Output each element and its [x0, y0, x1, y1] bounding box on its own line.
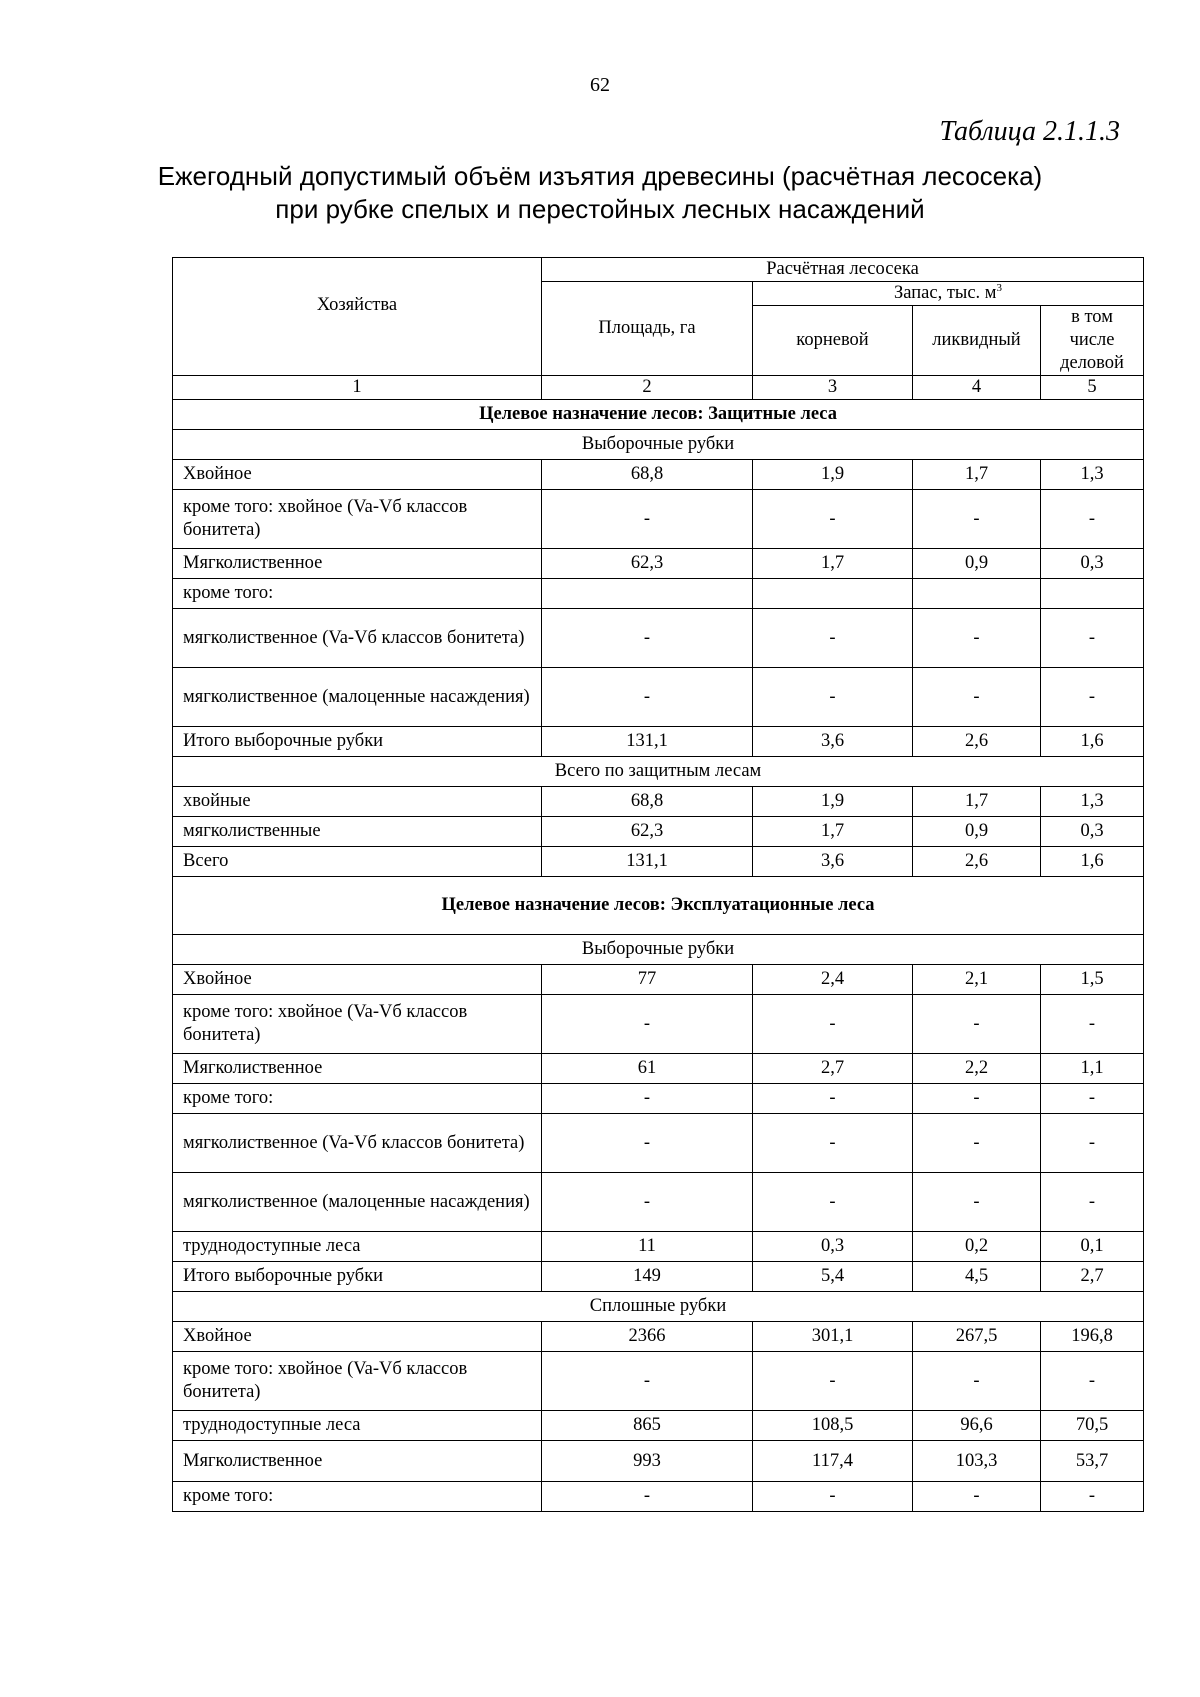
header-business-1: в том: [1071, 307, 1113, 327]
table-row: [173, 1352, 1144, 1411]
row-value: 4,5: [913, 1262, 1041, 1292]
row-value: 68,8: [542, 460, 753, 490]
row-value: [913, 579, 1041, 609]
row-value: 0,3: [753, 1232, 913, 1262]
row-value: -: [913, 668, 1041, 727]
row-value: 11: [542, 1232, 753, 1262]
row-value: 62,3: [542, 549, 753, 579]
row-value: 1,5: [1041, 965, 1144, 995]
table-row: [173, 609, 1144, 668]
col-number-2: 2: [542, 376, 753, 400]
table-row: [173, 847, 1144, 877]
row-value: 1,3: [1041, 460, 1144, 490]
row-label: мягколиственное (малоценные насаждения): [173, 1173, 542, 1232]
row-value: -: [753, 609, 913, 668]
row-label: труднодоступные леса: [173, 1411, 542, 1441]
row-value: 2,4: [753, 965, 913, 995]
row-value: 1,1: [1041, 1054, 1144, 1084]
row-value: [753, 579, 913, 609]
row-value: -: [913, 1084, 1041, 1114]
row-label: кроме того: хвойное (Va-Vб классов бонитета): [173, 995, 542, 1054]
row-value: -: [913, 995, 1041, 1054]
row-value: 1,3: [1041, 787, 1144, 817]
row-label: мягколиственное (Va-Vб классов бонитета): [173, 1114, 542, 1173]
row-label: Мягколиственное: [173, 549, 542, 579]
page-number: 62: [590, 74, 610, 96]
table-row: [173, 727, 1144, 757]
row-value: 3,6: [753, 727, 913, 757]
row-value: 2,6: [913, 847, 1041, 877]
table-row: [173, 1173, 1144, 1232]
row-value: 2,6: [913, 727, 1041, 757]
section-title: Целевое назначение лесов: Защитные леса: [173, 400, 1144, 430]
row-label: Мягколиственное: [173, 1054, 542, 1084]
table-row: [173, 1084, 1144, 1114]
row-value: -: [753, 1114, 913, 1173]
row-value: -: [1041, 1482, 1144, 1512]
group-title: Выборочные рубки: [173, 935, 1144, 965]
row-value: -: [913, 490, 1041, 549]
row-value: -: [1041, 490, 1144, 549]
row-value: -: [542, 668, 753, 727]
row-value: 77: [542, 965, 753, 995]
row-value: 0,1: [1041, 1232, 1144, 1262]
row-value: 3,6: [753, 847, 913, 877]
row-label: хвойные: [173, 787, 542, 817]
row-label: Хвойное: [173, 1322, 542, 1352]
row-value: -: [1041, 1114, 1144, 1173]
row-value: -: [753, 995, 913, 1054]
row-value: 2,2: [913, 1054, 1041, 1084]
row-value: 0,9: [913, 549, 1041, 579]
row-value: -: [913, 609, 1041, 668]
row-value: 1,9: [753, 787, 913, 817]
row-value: 61: [542, 1054, 753, 1084]
row-value: -: [1041, 1173, 1144, 1232]
table-row: [173, 787, 1144, 817]
row-value: 301,1: [753, 1322, 913, 1352]
row-value: -: [542, 609, 753, 668]
row-value: 2,1: [913, 965, 1041, 995]
row-value: 5,4: [753, 1262, 913, 1292]
row-value: -: [753, 1482, 913, 1512]
header-business-3: деловой: [1060, 353, 1124, 373]
table-row: [173, 1411, 1144, 1441]
row-label: Хвойное: [173, 965, 542, 995]
row-value: 149: [542, 1262, 753, 1292]
row-value: -: [753, 1352, 913, 1411]
row-label: кроме того:: [173, 1084, 542, 1114]
row-value: -: [542, 1114, 753, 1173]
row-label: кроме того: хвойное (Va-Vб классов бонитета): [173, 490, 542, 549]
row-label: мягколиственные: [173, 817, 542, 847]
header-farms: Хозяйства: [173, 258, 542, 376]
row-value: -: [1041, 1084, 1144, 1114]
row-label: труднодоступные леса: [173, 1232, 542, 1262]
row-value: -: [913, 1352, 1041, 1411]
header-business: [1041, 306, 1144, 376]
row-value: -: [542, 1352, 753, 1411]
row-value: 2,7: [753, 1054, 913, 1084]
col-number-5: 5: [1041, 376, 1144, 400]
row-value: 62,3: [542, 817, 753, 847]
table-row: [173, 1441, 1144, 1482]
row-label: мягколиственное (Va-Vб классов бонитета): [173, 609, 542, 668]
row-label: Мягколиственное: [173, 1441, 542, 1482]
section-title: Целевое назначение лесов: Эксплуатационные леса: [173, 877, 1144, 935]
row-value: -: [1041, 1352, 1144, 1411]
row-value: 131,1: [542, 727, 753, 757]
row-value: 70,5: [1041, 1411, 1144, 1441]
row-value: 267,5: [913, 1322, 1041, 1352]
row-value: [1041, 579, 1144, 609]
group-title: Сплошные рубки: [173, 1292, 1144, 1322]
row-value: -: [542, 1084, 753, 1114]
row-value: 2366: [542, 1322, 753, 1352]
group-title: Всего по защитным лесам: [173, 757, 1144, 787]
row-value: -: [542, 995, 753, 1054]
row-value: 2,7: [1041, 1262, 1144, 1292]
row-value: 1,7: [753, 549, 913, 579]
row-value: -: [913, 1173, 1041, 1232]
row-value: -: [913, 1482, 1041, 1512]
row-value: 53,7: [1041, 1441, 1144, 1482]
col-number-1: 1: [173, 376, 542, 400]
row-value: 1,6: [1041, 727, 1144, 757]
header-stock-text: Запас, тыс. м: [894, 283, 997, 303]
table-row: [173, 1482, 1144, 1512]
row-value: -: [542, 1173, 753, 1232]
row-value: 0,3: [1041, 549, 1144, 579]
table-row: [173, 668, 1144, 727]
row-label: Всего: [173, 847, 542, 877]
row-value: 0,3: [1041, 817, 1144, 847]
table-row: [173, 1054, 1144, 1084]
table-row: [173, 817, 1144, 847]
header-calc: Расчётная лесосека: [542, 258, 1144, 282]
group-title: Выборочные рубки: [173, 430, 1144, 460]
row-value: 0,2: [913, 1232, 1041, 1262]
row-label: Итого выборочные рубки: [173, 727, 542, 757]
header-stock-sup: 3: [996, 281, 1003, 294]
col-number-4: 4: [913, 376, 1041, 400]
table-row: [173, 995, 1144, 1054]
row-value: -: [753, 668, 913, 727]
table-row: [173, 1114, 1144, 1173]
header-root: корневой: [753, 306, 913, 376]
document-title: [0, 160, 1200, 226]
row-value: 103,3: [913, 1441, 1041, 1482]
row-value: 1,6: [1041, 847, 1144, 877]
row-label: кроме того: хвойное (Va-Vб классов бонитета): [173, 1352, 542, 1411]
row-label: кроме того:: [173, 1482, 542, 1512]
row-value: -: [542, 1482, 753, 1512]
title-line-1: Ежегодный допустимый объём изъятия древесины (расчётная лесосека): [157, 161, 1043, 191]
row-label: Хвойное: [173, 460, 542, 490]
row-label: мягколиственное (малоценные насаждения): [173, 668, 542, 727]
row-value: -: [913, 1114, 1041, 1173]
table-row: [173, 965, 1144, 995]
table-row: [173, 490, 1144, 549]
row-value: 0,9: [913, 817, 1041, 847]
row-value: -: [1041, 995, 1144, 1054]
row-label: Итого выборочные рубки: [173, 1262, 542, 1292]
row-value: 993: [542, 1441, 753, 1482]
row-value: -: [753, 1084, 913, 1114]
row-value: -: [753, 490, 913, 549]
row-value: -: [542, 490, 753, 549]
table-row: [173, 460, 1144, 490]
row-value: 865: [542, 1411, 753, 1441]
row-value: 1,9: [753, 460, 913, 490]
table-label: Таблица 2.1.1.3: [939, 116, 1120, 147]
title-line-2: при рубке спелых и перестойных лесных насаждений: [275, 194, 925, 224]
row-value: -: [1041, 668, 1144, 727]
table-row: [173, 579, 1144, 609]
header-liquid: ликвидный: [913, 306, 1041, 376]
row-value: 1,7: [753, 817, 913, 847]
header-business-2: числе: [1069, 330, 1115, 350]
row-value: 68,8: [542, 787, 753, 817]
row-value: 1,7: [913, 787, 1041, 817]
row-value: -: [753, 1173, 913, 1232]
harvest-table: [172, 257, 1144, 1512]
table-row: [173, 1262, 1144, 1292]
row-value: -: [1041, 609, 1144, 668]
table-row: [173, 549, 1144, 579]
row-value: 196,8: [1041, 1322, 1144, 1352]
row-value: 108,5: [753, 1411, 913, 1441]
header-stock: [753, 282, 1144, 306]
row-value: 96,6: [913, 1411, 1041, 1441]
table-row: [173, 1322, 1144, 1352]
row-value: 117,4: [753, 1441, 913, 1482]
row-value: 131,1: [542, 847, 753, 877]
header-area: Площадь, га: [542, 282, 753, 376]
col-number-3: 3: [753, 376, 913, 400]
table-row: [173, 1232, 1144, 1262]
row-value: 1,7: [913, 460, 1041, 490]
row-value: [542, 579, 753, 609]
row-label: кроме того:: [173, 579, 542, 609]
